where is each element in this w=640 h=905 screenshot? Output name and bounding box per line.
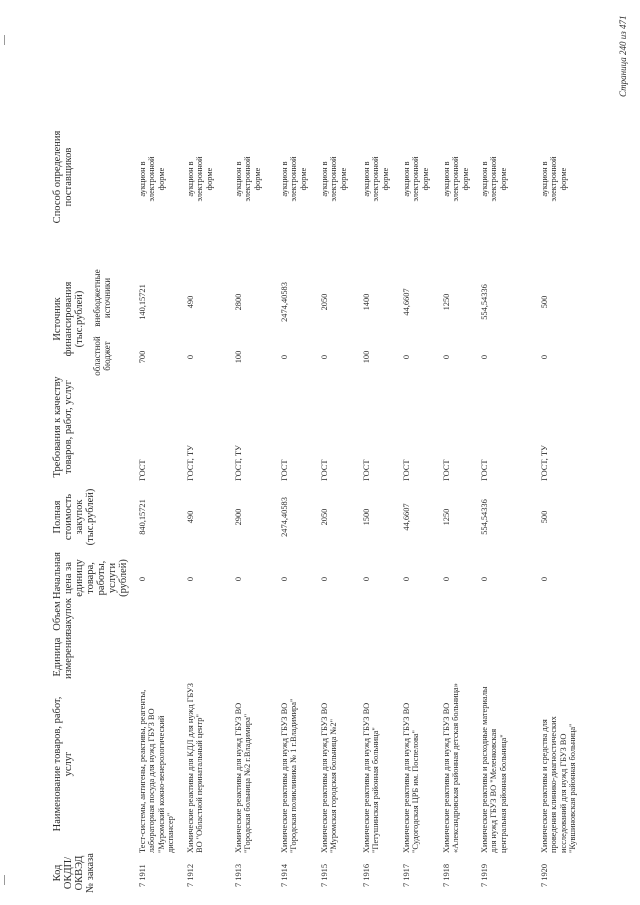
- cell-full-cost: 500: [540, 510, 549, 524]
- cell-kod: 7 1918: [442, 863, 451, 887]
- cell-full-cost: 1500: [362, 508, 371, 526]
- cell-extrabudget: 2050: [320, 293, 329, 311]
- header-volume: Объем закупок: [52, 598, 74, 633]
- cell-requirements: ГОСТ, ТУ: [540, 445, 549, 481]
- cell-extrabudget: 2800: [234, 293, 243, 311]
- cell-method: аукцион в электронной форме: [234, 156, 262, 202]
- cell-full-cost: 554,54336: [480, 499, 489, 535]
- cell-method: аукцион в электронной форме: [362, 156, 390, 202]
- cell-extrabudget: 2474,40583: [280, 282, 289, 322]
- cell-extrabudget: 44,6607: [402, 288, 411, 316]
- cell-name: Химические реактивы для нужд ГБУЗ ВО "Городская поликлиника № 1 г.Владимира": [280, 698, 299, 853]
- cell-method: аукцион в электронной форме: [320, 156, 348, 202]
- cell-kod: 7 1916: [362, 863, 371, 887]
- cell-regional: 100: [362, 350, 371, 364]
- cell-method: аукцион в электронной форме: [138, 156, 166, 202]
- cell-name: Химические реактивы для нужд ГБУЗ ВО "Судогодская ЦРБ им. Поспелова": [402, 702, 421, 853]
- cell-name: Химические реактивы для нужд ГБУЗ ВО "Петушинская районная больница": [362, 702, 381, 853]
- cell-kod: 7 1917: [402, 863, 411, 887]
- scan-mark: [4, 35, 5, 45]
- cell-full-cost: 1250: [442, 508, 451, 526]
- header-source-extrabudget: внебюджетные источники: [92, 269, 112, 327]
- cell-method: аукцион в электронной форме: [280, 156, 308, 202]
- cell-method: аукцион в электронной форме: [480, 156, 508, 202]
- cell-kod: 7 1911: [138, 864, 147, 887]
- cell-regional: 0: [480, 354, 489, 360]
- cell-requirements: ГОСТ, ТУ: [234, 445, 243, 481]
- cell-kod: 7 1914: [280, 863, 289, 887]
- header-full-cost: Полная стоимость закупок (тыс.рублей): [52, 488, 96, 546]
- cell-name: Химические реактивы для КДЛ для нужд ГБУЗ ВО "Областной перинатальный центр": [186, 683, 205, 853]
- cell-method: аукцион в электронной форме: [442, 156, 470, 202]
- cell-price: 0: [540, 576, 549, 582]
- cell-full-cost: 2050: [320, 508, 329, 526]
- cell-price: 0: [280, 576, 289, 582]
- cell-price: 0: [138, 576, 147, 582]
- cell-full-cost: 840,15721: [138, 499, 147, 535]
- cell-requirements: ГОСТ: [362, 459, 371, 481]
- cell-price: 0: [186, 576, 195, 582]
- cell-kod: 7 1919: [480, 863, 489, 887]
- cell-price: 0: [320, 576, 329, 582]
- cell-regional: 0: [402, 354, 411, 360]
- cell-method: аукцион в электронной форме: [402, 156, 430, 202]
- cell-full-cost: 2474,40583: [280, 497, 289, 537]
- cell-price: 0: [234, 576, 243, 582]
- page-number: Страница 240 из 471: [618, 15, 628, 97]
- cell-name: Химические реактивы для нужд ГБУЗ ВО «Александровская районная детская больница»: [442, 683, 461, 853]
- header-source: Источник финансирования (тыс.рублей): [52, 281, 85, 357]
- cell-name: Химические реактивы для нужд ГБУЗ ВО "Муромская городская больница №2": [320, 702, 339, 853]
- header-method: Способ определения поставщиков: [52, 130, 74, 224]
- cell-price: 0: [402, 576, 411, 582]
- cell-full-cost: 44,6607: [402, 503, 411, 531]
- cell-requirements: ГОСТ: [402, 459, 411, 481]
- cell-regional: 0: [540, 354, 549, 360]
- cell-price: 0: [480, 576, 489, 582]
- cell-kod: 7 1920: [540, 863, 549, 887]
- header-requirements: Требования к качеству товаров, работ, услуг: [52, 376, 74, 478]
- cell-kod: 7 1912: [186, 863, 195, 887]
- cell-full-cost: 490: [186, 510, 195, 524]
- cell-extrabudget: 500: [540, 295, 549, 309]
- cell-requirements: ГОСТ: [442, 459, 451, 481]
- cell-price: 0: [362, 576, 371, 582]
- cell-extrabudget: 554,54336: [480, 284, 489, 320]
- cell-full-cost: 2900: [234, 508, 243, 526]
- cell-kod: 7 1915: [320, 863, 329, 887]
- cell-extrabudget: 490: [186, 295, 195, 309]
- header-name: Наименование товаров, работ, услуг: [52, 696, 74, 832]
- cell-name: Химические реактивы и расходные материалы для нужд ГБУЗ ВО "Меленковская центральная районная больница": [480, 686, 508, 853]
- cell-extrabudget: 1400: [362, 293, 371, 311]
- cell-extrabudget: 1250: [442, 293, 451, 311]
- header-price: Начальная цена за единицу товара, работы, услуги (рублей): [52, 552, 129, 599]
- cell-kod: 7 1913: [234, 863, 243, 887]
- cell-requirements: ГОСТ, ТУ: [186, 445, 195, 481]
- header-source-regional: областной бюджет: [92, 336, 112, 376]
- cell-regional: 0: [442, 354, 451, 360]
- cell-price: 0: [442, 576, 451, 582]
- cell-extrabudget: 140,15721: [138, 284, 147, 320]
- cell-regional: 100: [234, 350, 243, 364]
- cell-method: аукцион в электронной форме: [540, 156, 568, 202]
- header-unit: Единица измерения: [52, 632, 74, 679]
- cell-regional: 700: [138, 350, 147, 364]
- cell-requirements: ГОСТ: [320, 459, 329, 481]
- cell-method: аукцион в электронной форме: [186, 156, 214, 202]
- cell-name: Химические реактивы для нужд ГБУЗ ВО "Городская больница №2 г.Владимира": [234, 702, 253, 853]
- header-kod: Код ОКДП/ ОКВЭД № заказа: [52, 853, 96, 893]
- cell-requirements: ГОСТ: [138, 459, 147, 481]
- cell-name: Тест-системы, антигены, реактивы, реагенты, лабораторная посуда для нужд ГБУЗ ВО "Муромский кожно-венерологический диспансер": [138, 689, 176, 853]
- scan-mark: [4, 875, 5, 885]
- cell-name: Химические реактивы и средства для проведения клинико-диагностических исследований для нужд ГБУЗ ВО "Кувшиновская районная больница": [540, 716, 578, 853]
- cell-regional: 0: [280, 354, 289, 360]
- cell-regional: 0: [186, 354, 195, 360]
- cell-regional: 0: [320, 354, 329, 360]
- cell-requirements: ГОСТ: [480, 459, 489, 481]
- cell-requirements: ГОСТ: [280, 459, 289, 481]
